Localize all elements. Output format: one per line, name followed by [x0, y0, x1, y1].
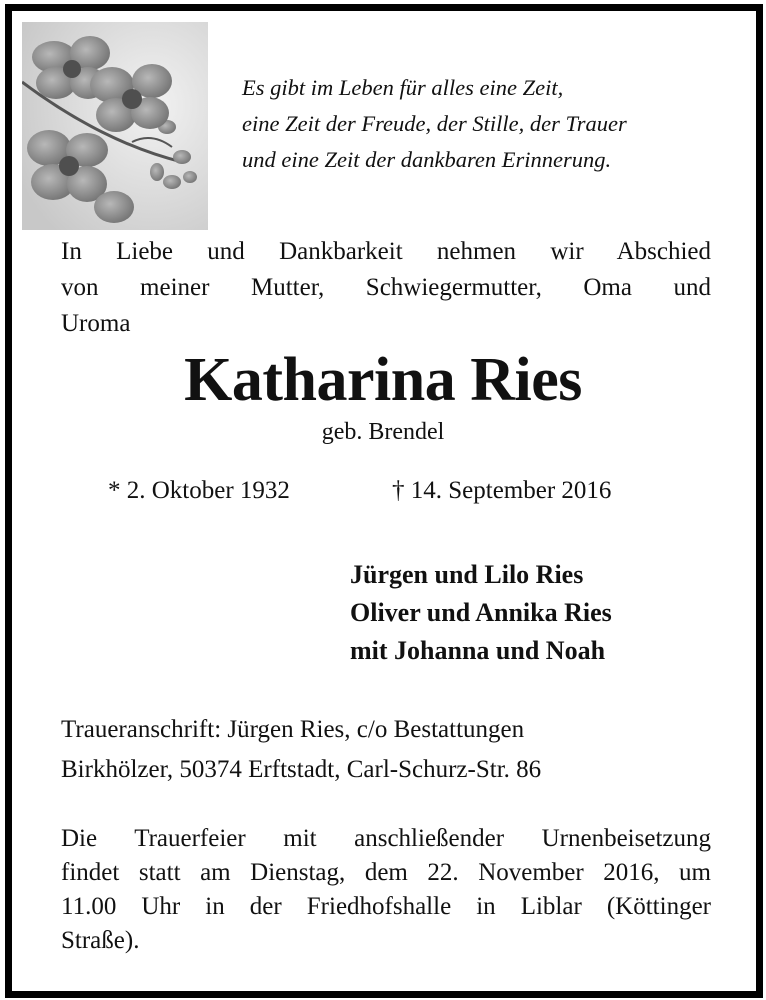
- birth-date: * 2. Oktober 1932: [108, 477, 290, 504]
- mourner-line: Jürgen und Lilo Ries: [350, 560, 584, 589]
- mourners: [350, 556, 612, 670]
- mourner-line: Oliver und Annika Ries: [350, 598, 612, 627]
- intro-line: von meiner Mutter, Schwiegermutter, Oma und: [61, 274, 711, 301]
- service-line: findet statt am Dienstag, dem 22. November 2016, um: [61, 859, 711, 886]
- poem-line: Es gibt im Leben für alles eine Zeit,: [242, 75, 564, 100]
- intro-line: In Liebe und Dankbarkeit nehmen wir Abschied: [61, 238, 711, 265]
- service-line: 11.00 Uhr in der Friedhofshalle in Liblar (Köttinger: [61, 893, 711, 920]
- address-line: Birkhölzer, 50374 Erftstadt, Carl-Schurz-Str. 86: [61, 756, 542, 783]
- intro-line: Uroma: [61, 310, 131, 337]
- mourner-line: mit Johanna und Noah: [350, 636, 606, 665]
- death-date: † 14. September 2016: [392, 477, 612, 504]
- condolence-address: [61, 710, 541, 790]
- orchid-image: [22, 22, 208, 230]
- maiden-name: geb. Brendel: [321, 419, 445, 445]
- intro-text: [61, 234, 711, 342]
- service-line: Straße).: [61, 927, 140, 954]
- poem-line: und eine Zeit der dankbaren Erinnerung.: [242, 147, 612, 172]
- service-line: Die Trauerfeier mit anschließender Urnenbeisetzung: [61, 825, 711, 852]
- poem: [242, 70, 722, 178]
- funeral-service-info: [61, 822, 711, 958]
- address-line: Traueranschrift: Jürgen Ries, c/o Bestattungen: [61, 716, 525, 743]
- poem-line: eine Zeit der Freude, der Stille, der Trauer: [242, 111, 627, 136]
- deceased-name: Katharina Ries: [184, 346, 582, 414]
